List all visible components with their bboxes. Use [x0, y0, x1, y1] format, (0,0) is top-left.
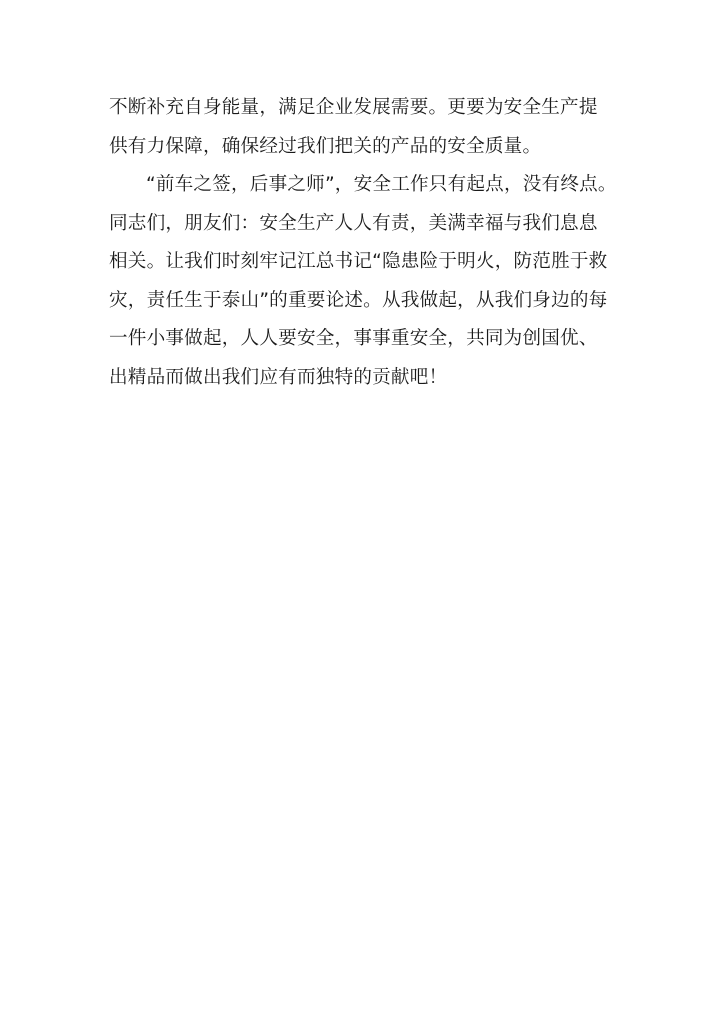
text-line-8: 出精品而做出我们应有而独特的贡献吧！ [109, 366, 448, 388]
text-line-5: 相关。让我们时刻牢记江总书记“隐患险于明火，防范胜于救 [109, 251, 608, 272]
text-line-6: 灾，责任生于泰山”的重要论述。从我做起，从我们身边的每 [109, 289, 608, 311]
text-line-2: 供有力保障，确保经过我们把关的产品的安全质量。 [109, 135, 542, 157]
text-line-4: 同志们，朋友们：安全生产人人有责，美满幸福与我们息息 [109, 212, 598, 234]
text-line-1: 不断补充自身能量，满足企业发展需要。更要为安全生产提 [109, 97, 598, 118]
text-line-3: “前车之签，后事之师”，安全工作只有起点，没有终点。 [146, 174, 617, 195]
text-line-7: 一件小事做起，人人要安全，事事重安全，共同为创国优、 [109, 328, 598, 349]
document-body [109, 89, 617, 397]
